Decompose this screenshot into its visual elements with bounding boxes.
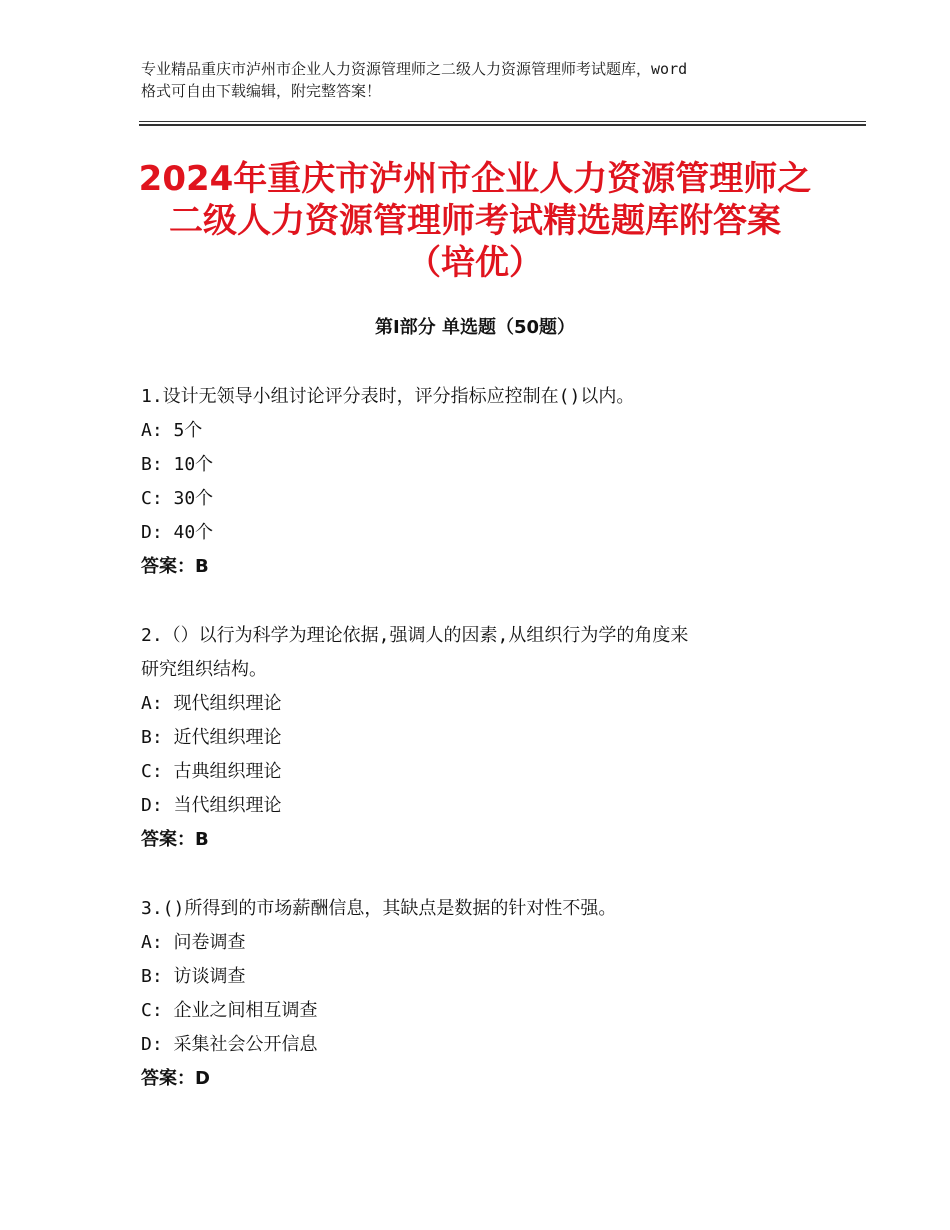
question-2-answer: 答案：B <box>141 829 209 850</box>
question-3-option-b: B: 访谈调查 <box>141 966 246 987</box>
question-2-stem: 2.（）以行为科学为理论依据,强调人的因素,从组织行为学的角度来 <box>141 625 689 646</box>
question-2-stem-cont: 研究组织结构。 <box>141 659 267 680</box>
question-1-option-b: B: 10个 <box>141 454 214 475</box>
question-1-stem: 1.设计无领导小组讨论评分表时，评分指标应控制在()以内。 <box>141 386 635 407</box>
question-3-option-c: C: 企业之间相互调查 <box>141 1000 318 1021</box>
question-3-option-d: D: 采集社会公开信息 <box>141 1034 318 1055</box>
header-divider-thick <box>139 124 866 126</box>
question-1-answer: 答案：B <box>141 556 209 577</box>
question-1-option-d: D: 40个 <box>141 522 214 543</box>
title-line: （培优） <box>407 243 543 283</box>
section-heading: 第Ⅰ部分 单选题（50题） <box>374 317 575 338</box>
question-2-option-a: A: 现代组织理论 <box>141 693 282 714</box>
question-2-option-b: B: 近代组织理论 <box>141 727 282 748</box>
question-3-answer: 答案：D <box>141 1068 210 1089</box>
question-2-option-c: C: 古典组织理论 <box>141 761 282 782</box>
title-line: 二级人力资源管理师考试精选题库附答案 <box>169 201 781 241</box>
header-note <box>141 58 821 102</box>
header-note-line: 专业精品重庆市泸州市企业人力资源管理师之二级人力资源管理师考试题库，word <box>141 60 688 78</box>
title-line: 2024年重庆市泸州市企业人力资源管理师之 <box>138 159 812 199</box>
question-2-option-d: D: 当代组织理论 <box>141 795 282 816</box>
question-1-option-a: A: 5个 <box>141 420 203 441</box>
header-note-line: 格式可自由下载编辑，附完整答案！ <box>141 82 382 100</box>
question-1-option-c: C: 30个 <box>141 488 214 509</box>
question-3-option-a: A: 问卷调查 <box>141 932 246 953</box>
question-3-stem: 3.()所得到的市场薪酬信息，其缺点是数据的针对性不强。 <box>141 898 617 919</box>
header-divider-thin <box>139 121 866 122</box>
document-title <box>100 158 850 284</box>
